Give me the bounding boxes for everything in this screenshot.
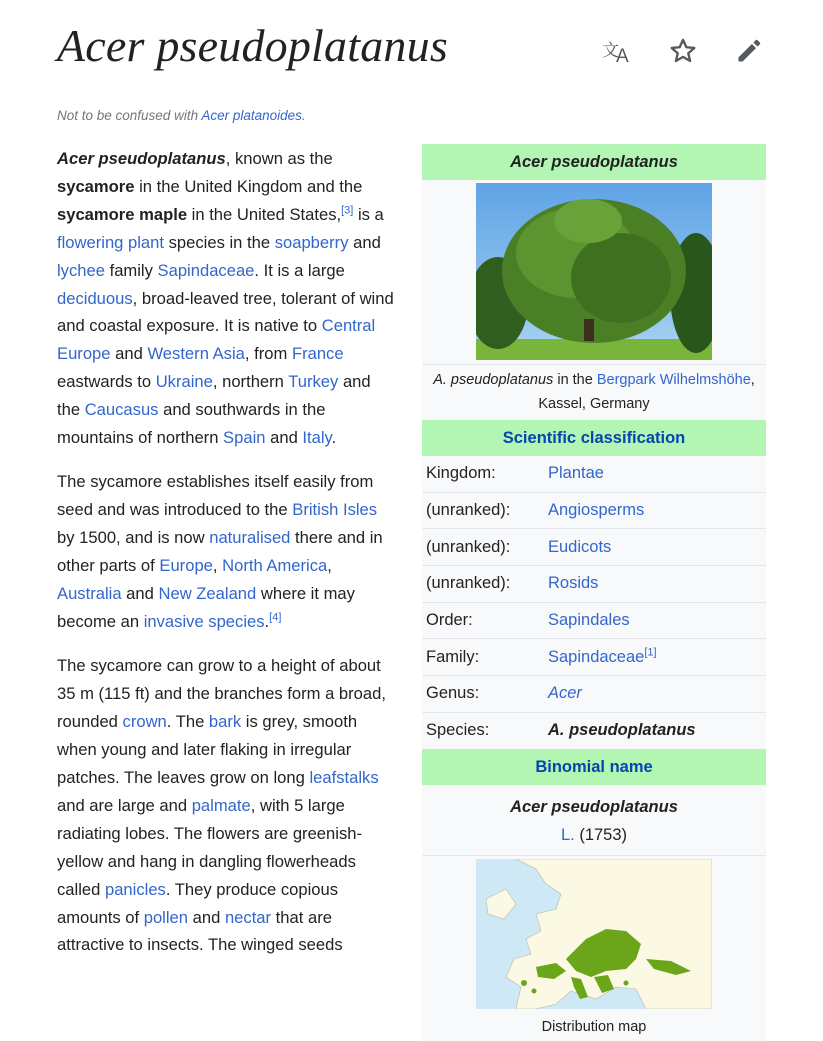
article-link[interactable]: British Isles [292, 500, 378, 520]
tree-photo[interactable] [476, 183, 712, 360]
paragraph-description: The sycamore can grow to a height of about 35 m (115 ft) and the branches form a broad, rounded crown. The bark is grey, smooth when young and later flaking in irregular patches. The leaves grow on long leafstalks and are large and palmate, with 5 large radiating lobes. The flowers are greenish-yellow and hang in dangling flowerheads called panicles. They produce copious amounts of pollen and nectar that are attractive to insects. The winged seeds [57, 656, 386, 955]
hatnote-link[interactable]: Acer platanoides [201, 108, 302, 123]
distribution-map-container [422, 855, 766, 1041]
row-label: Genus: [426, 684, 480, 703]
map-caption: Distribution map [541, 1018, 647, 1035]
article-link[interactable]: Spain [223, 428, 266, 448]
infobox-image-caption: A. pseudoplatanus in the Bergpark Wilhelmshöhe, Kassel, Germany [422, 364, 766, 420]
article-link[interactable]: naturalised [209, 528, 291, 548]
row-label: Order: [426, 611, 473, 630]
article-link[interactable]: Sapindaceae [157, 260, 255, 280]
classification-header: Scientific classification [422, 420, 766, 456]
article-link[interactable]: France [291, 344, 344, 364]
row-value-link[interactable]: Sapindales [548, 611, 630, 630]
row-value-link[interactable]: Rosids [548, 574, 599, 593]
article-link[interactable]: Europe [159, 556, 213, 576]
paragraph-intro: Acer pseudoplatanus, known as the sycamore in the United Kingdom and the sycamore maple in the United States,[3] is a flowering plant species in the soapberry and lychee family Sapindaceae. It is a large deciduous, broad-leaved tree, tolerant of wind and coastal exposure. It is native to Central Europe and Western Asia, from France eastwards to Ukraine, northern Turkey and the Caucasus and southwards in the mountains of northern Spain and Italy. [57, 149, 394, 448]
binomial-species: Acer pseudoplatanus [510, 797, 678, 816]
article-link[interactable]: soapberry [274, 232, 349, 252]
article-link[interactable]: leafstalks [309, 768, 379, 788]
row-value-link[interactable]: Angiosperms [548, 501, 645, 520]
article-link[interactable]: flowering plant [57, 232, 165, 252]
reference-link[interactable]: [1] [644, 646, 657, 659]
article-link[interactable]: crown [122, 712, 167, 732]
article-link[interactable]: pollen [143, 907, 189, 927]
row-value-link[interactable]: Eudicots [548, 537, 612, 556]
distribution-map[interactable] [476, 859, 712, 1009]
row-value-link[interactable]: Sapindaceae [548, 647, 645, 666]
row-label: Family: [426, 647, 480, 666]
page-title: Acer pseudoplatanus [57, 20, 448, 71]
article-link[interactable]: North America [222, 556, 328, 576]
article-link[interactable]: nectar [224, 907, 272, 927]
row-value-link[interactable]: Plantae [548, 464, 604, 483]
classification-row [422, 456, 766, 492]
article-link[interactable]: Caucasus [84, 400, 159, 420]
article-link[interactable]: Australia [57, 584, 122, 604]
paragraph-introduction-spread: The sycamore establishes itself easily from seed and was introduced to the British Isles by 1500, and is now naturalised there and in other parts of Europe, North America, Australia and New Zealand where it may become an invasive species.[4] [57, 472, 383, 631]
article-link[interactable]: Turkey [288, 372, 339, 392]
article-link[interactable]: Central Europe [57, 316, 376, 364]
edit-button[interactable] [732, 34, 766, 68]
star-icon [669, 37, 697, 65]
hatnote: Not to be confused with Acer platanoides. [57, 108, 306, 123]
language-button[interactable] [600, 34, 634, 68]
article-link[interactable]: panicles [104, 879, 166, 899]
article-link[interactable]: invasive species [143, 612, 265, 631]
translate-icon [602, 38, 632, 64]
row-label: Kingdom: [426, 464, 496, 483]
binomial-name: Acer pseudoplatanus L. (1753) [422, 785, 766, 855]
row-label: (unranked): [426, 501, 511, 520]
article-link[interactable]: lychee [57, 260, 105, 280]
article-link[interactable]: Ukraine [155, 372, 213, 392]
svg-text:A: A [616, 46, 629, 64]
classification-row [422, 565, 766, 602]
infobox-title: Acer pseudoplatanus [422, 144, 766, 180]
authority-link[interactable]: L. [560, 825, 575, 844]
article-link[interactable]: New Zealand [158, 584, 257, 604]
article-link[interactable]: palmate [191, 795, 251, 815]
article-link[interactable]: Italy [302, 428, 332, 448]
infobox [422, 144, 766, 1041]
reference-link[interactable]: [3] [341, 204, 354, 217]
page-actions [600, 34, 766, 68]
row-label: Species: [426, 721, 490, 740]
classification-row [422, 675, 766, 712]
classification-row [422, 638, 766, 675]
binomial-header: Binomial name [422, 749, 766, 785]
article-link[interactable]: bark [208, 712, 242, 732]
classification-table [422, 456, 766, 749]
article-link[interactable]: deciduous [57, 288, 133, 308]
edit-pencil-icon [735, 37, 763, 65]
classification-row [422, 712, 766, 749]
row-value-link[interactable]: Acer [548, 684, 582, 703]
caption-link[interactable]: Bergpark Wilhelmshöhe [596, 372, 751, 388]
reference-link[interactable]: [4] [269, 611, 282, 624]
row-value: A. pseudoplatanus [548, 721, 696, 740]
classification-row [422, 528, 766, 565]
classification-row [422, 492, 766, 529]
infobox-image-container [422, 180, 766, 364]
row-label: (unranked): [426, 537, 511, 556]
svg-text:文: 文 [602, 41, 619, 61]
article-link[interactable]: Western Asia [147, 344, 245, 364]
watch-star-button[interactable] [666, 34, 700, 68]
classification-row [422, 602, 766, 639]
article-body [57, 145, 397, 976]
row-label: (unranked): [426, 574, 511, 593]
